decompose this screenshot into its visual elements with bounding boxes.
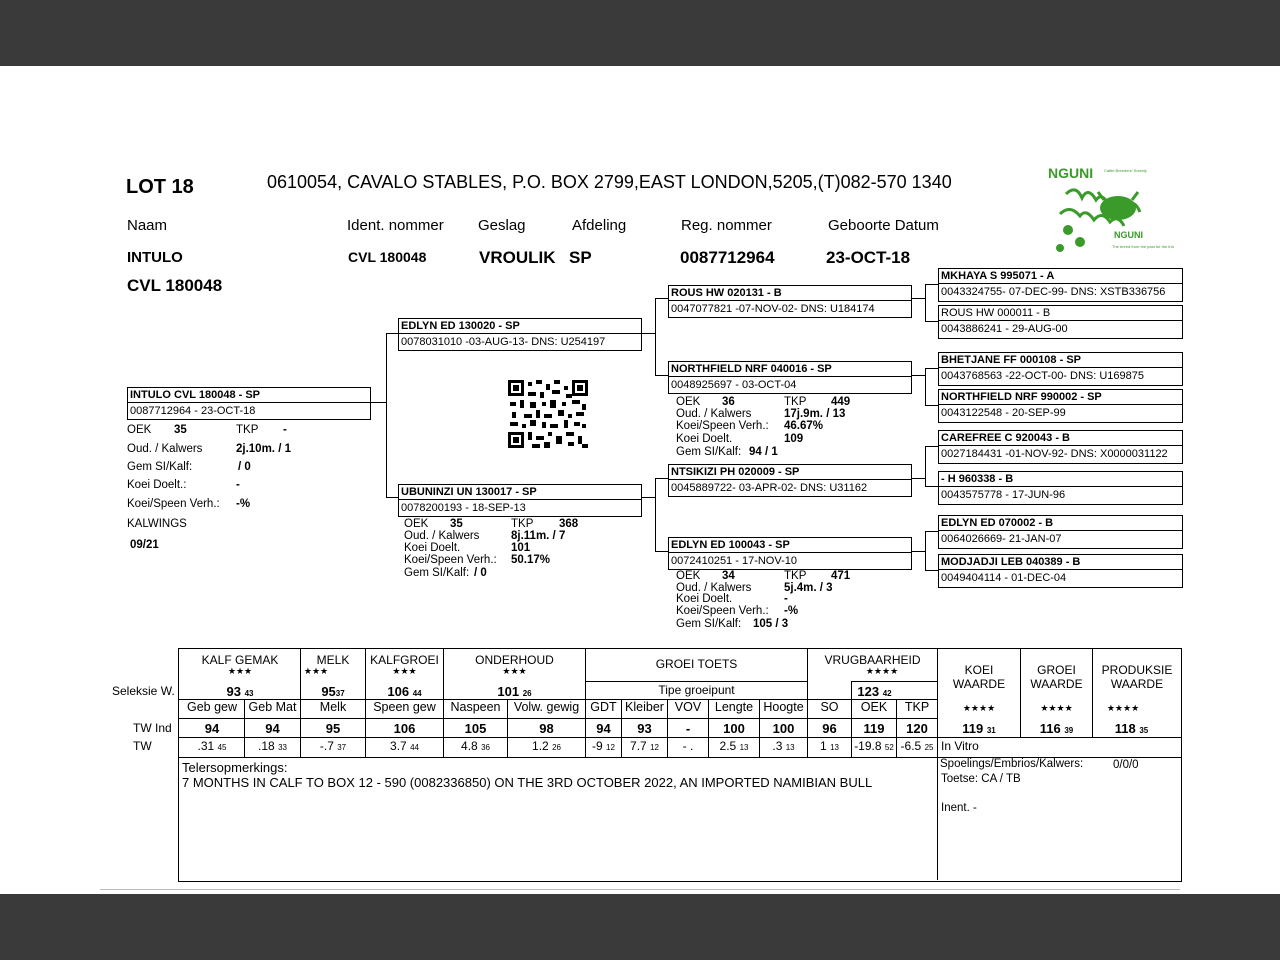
pgd-tkp-label: TKP bbox=[784, 396, 807, 408]
mgd-verh-label: Koei/Speen Verh.: bbox=[676, 605, 769, 617]
pgd-gem-label: Gem SI/Kalf: bbox=[676, 446, 742, 458]
dam-oek-value: 35 bbox=[450, 518, 463, 530]
sire-box bbox=[398, 318, 642, 351]
gen3-box-6 bbox=[938, 471, 1183, 505]
pgd-verh-label: Koei/Speen Verh.: bbox=[676, 420, 769, 432]
maternal-granddam-box bbox=[668, 537, 912, 570]
mgd-verh-value: -% bbox=[784, 605, 799, 617]
pgd-verh-value: 46.67% bbox=[784, 420, 824, 432]
tw-1: .18 33 bbox=[258, 739, 287, 753]
birth-value: 23-OCT-18 bbox=[826, 248, 911, 267]
sel-onderhoud: 101 26 bbox=[497, 684, 532, 699]
stars-koei: ★★★★ bbox=[962, 703, 996, 713]
dam-tkp-label: TKP bbox=[511, 518, 534, 530]
tw-11: 1 13 bbox=[820, 739, 839, 753]
row-label-tw-ind: TW Ind bbox=[133, 721, 172, 735]
animal-tkp-label: TKP bbox=[236, 424, 259, 436]
gen3-title-2: ROUS HW 000011 - B bbox=[939, 306, 1182, 321]
dam-box bbox=[398, 484, 642, 517]
ident-value: CVL 180048 bbox=[348, 249, 427, 265]
animal-kalwings-label: KALWINGS bbox=[127, 518, 187, 530]
col-header-7: Kleiber bbox=[625, 700, 664, 714]
dam-verh-label: Koei/Speen Verh.: bbox=[404, 554, 497, 566]
tw-ind-11: 96 bbox=[822, 721, 837, 736]
animal-gem-value: / 0 bbox=[238, 461, 251, 473]
logo-name: NGUNI bbox=[1048, 165, 1094, 181]
mgs-reg: 0045889722- 03-APR-02- DNS: U31162 bbox=[671, 482, 868, 494]
hdr-groei-waarde: GROEI WAARDE bbox=[1030, 663, 1083, 691]
tw-ind-4: 105 bbox=[464, 721, 487, 736]
col-header-11: SO bbox=[820, 700, 839, 714]
animal-oud-label: Oud. / Kalwers bbox=[127, 443, 203, 455]
hdr-groei-toets: GROEI TOETS bbox=[655, 657, 738, 671]
hdr-melk: MELK bbox=[316, 653, 350, 667]
gen3-reg-7: 0064026669- 21-JAN-07 bbox=[941, 533, 1062, 545]
mgd-reg: 0072410251 - 17-NOV-10 bbox=[671, 555, 797, 567]
row-label-seleksie: Seleksie W. bbox=[112, 684, 175, 698]
label-reg: Reg. nommer bbox=[681, 217, 772, 234]
produksie-waarde-value: 118 35 bbox=[1114, 721, 1149, 736]
col-header-8: VOV bbox=[674, 700, 702, 714]
animal-reg-date: 0087712964 - 23-OCT-18 bbox=[130, 405, 256, 417]
reg-value: 0087712964 bbox=[680, 248, 775, 267]
pgd-doelt-label: Koei Doelt. bbox=[676, 433, 733, 445]
hdr-koei-waarde: KOEI WAARDE bbox=[952, 663, 1006, 691]
sel-kalf: 93 43 bbox=[226, 684, 254, 699]
tw-ind-0: 94 bbox=[204, 721, 220, 736]
tw-ind-8: - bbox=[685, 721, 691, 736]
gen3-title-8: MODJADJI LEB 040389 - B bbox=[939, 555, 1182, 570]
tw-ind-3: 106 bbox=[393, 721, 416, 736]
stars-kalfgroei: ★★★ bbox=[392, 666, 417, 676]
gen3-title-1: MKHAYA S 995071 - A bbox=[939, 269, 1182, 284]
animal-name: INTULO bbox=[127, 249, 183, 266]
tw-ind-7: 93 bbox=[637, 721, 652, 736]
animal-doelt-label: Koei Doelt.: bbox=[127, 479, 187, 491]
logo-badge: NGUNI bbox=[1114, 230, 1143, 240]
hdr-vrugbaarheid: VRUGBAARHEID bbox=[824, 653, 921, 667]
dam-oek-label: OEK bbox=[404, 518, 429, 530]
pgd-tkp-value: 449 bbox=[831, 396, 851, 408]
tw-ind-6: 94 bbox=[596, 721, 611, 736]
gen3-title-7: EDLYN ED 070002 - B bbox=[939, 516, 1182, 531]
remarks-title: Telersopmerkings: bbox=[182, 760, 288, 775]
animal-ident-big: CVL 180048 bbox=[127, 276, 223, 295]
col-header-9: Lengte bbox=[714, 700, 754, 714]
label-sex: Geslag bbox=[478, 217, 526, 234]
pgd-doelt-value: 109 bbox=[784, 433, 804, 445]
tw-ind-10: 100 bbox=[772, 721, 795, 736]
top-bar bbox=[0, 0, 1280, 66]
mgd-gem-label: Gem SI/Kalf: bbox=[676, 618, 742, 630]
animal-oek-value: 35 bbox=[174, 424, 187, 436]
mgd-doelt-label: Koei Doelt. bbox=[676, 593, 733, 605]
stars-vrugbaarheid: ★★★★ bbox=[865, 666, 899, 676]
mgd-title: EDLYN ED 100043 - SP bbox=[669, 538, 911, 553]
dam-oud-label: Oud. / Kalwers bbox=[404, 530, 480, 542]
hdr-tipe-groeipunt: Tipe groeipunt bbox=[658, 683, 735, 697]
hdr-kalfgroei: KALFGROEI bbox=[370, 653, 439, 667]
dam-oud-value: 8j.11m. / 7 bbox=[511, 530, 566, 542]
mgd-oek-value: 34 bbox=[722, 570, 735, 582]
pgd-reg: 0048925697 - 03-OCT-04 bbox=[671, 379, 797, 391]
dam-gem-label: Gem SI/Kalf: bbox=[404, 567, 470, 579]
paternal-grandsire-box bbox=[668, 285, 912, 318]
dam-doelt-label: Koei Doelt. bbox=[404, 542, 461, 554]
pgd-oud-label: Oud. / Kalwers bbox=[676, 408, 752, 420]
hdr-onderhoud: ONDERHOUD bbox=[475, 653, 554, 667]
col-header-13: TKP bbox=[904, 700, 930, 714]
paternal-granddam-box bbox=[668, 361, 912, 394]
gen3-box-2 bbox=[938, 305, 1183, 339]
gen3-title-4: NORTHFIELD NRF 990002 - SP bbox=[939, 390, 1182, 405]
mgd-tkp-value: 471 bbox=[831, 570, 851, 582]
tw-5: 1.2 26 bbox=[532, 739, 561, 753]
tw-7: 7.7 12 bbox=[630, 739, 659, 753]
tw-ind-12: 119 bbox=[863, 721, 885, 736]
label-birth: Geboorte Datum bbox=[828, 217, 939, 234]
mgd-oud-label: Oud. / Kalwers bbox=[676, 582, 752, 594]
pgs-title: ROUS HW 020131 - B bbox=[669, 286, 911, 301]
maternal-grandsire-box bbox=[668, 464, 912, 497]
gen3-box-3 bbox=[938, 352, 1183, 386]
animal-gem-label: Gem SI/Kalf: bbox=[127, 461, 193, 473]
col-header-0: Geb gew bbox=[186, 700, 238, 714]
sire-reg: 0078031010 -03-AUG-13- DNS: U254197 bbox=[401, 336, 606, 348]
hdr-produksie-waarde: PRODUKSIE WAARDE bbox=[1101, 663, 1173, 691]
tw-9: 2.5 13 bbox=[719, 739, 749, 753]
sire-title: EDLYN ED 130020 - SP bbox=[399, 319, 641, 334]
mgd-oud-value: 5j.4m. / 3 bbox=[784, 582, 833, 594]
mgd-tkp-label: TKP bbox=[784, 570, 807, 582]
animal-title: INTULO CVL 180048 - SP bbox=[128, 388, 370, 403]
sel-vrug: 123 42 bbox=[857, 684, 892, 699]
gen3-reg-1: 0043324755- 07-DEC-99- DNS: XSTB336756 bbox=[941, 286, 1166, 298]
stars-melk: ★★★ bbox=[303, 666, 329, 676]
gen3-reg-4: 0043122548 - 20-SEP-99 bbox=[941, 407, 1066, 419]
tw-12: -19.8 52 bbox=[854, 739, 894, 753]
sex-value: VROULIK bbox=[479, 248, 556, 267]
logo-tagline: The breed from the past for the future bbox=[1112, 244, 1174, 249]
stars-produksie: ★★★★ bbox=[1106, 703, 1140, 713]
pgs-reg: 0047077821 -07-NOV-02- DNS: U184174 bbox=[671, 303, 875, 315]
gen3-reg-2: 0043886241 - 29-AUG-00 bbox=[941, 323, 1068, 335]
gen3-title-6: - H 960338 - B bbox=[939, 472, 1182, 487]
tw-ind-1: 94 bbox=[265, 721, 280, 736]
gen3-reg-6: 0043575778 - 17-JUN-96 bbox=[941, 489, 1066, 501]
tw-ind-9: 100 bbox=[723, 721, 745, 736]
qr-code bbox=[508, 380, 588, 448]
gen3-box-5 bbox=[938, 430, 1183, 464]
gen3-title-5: CAREFREE C 920043 - B bbox=[939, 431, 1182, 446]
col-header-2: Melk bbox=[319, 700, 347, 714]
pgd-oek-value: 36 bbox=[722, 396, 735, 408]
bottom-bar bbox=[0, 894, 1280, 960]
col-header-6: GDT bbox=[590, 700, 617, 714]
animal-verh-label: Koei/Speen Verh.: bbox=[127, 498, 220, 510]
col-header-1: Geb Mat bbox=[248, 700, 297, 714]
inent: Inent. - bbox=[941, 802, 977, 814]
logo-subtitle: Cattle Breeders' Society bbox=[1104, 168, 1147, 173]
dam-tkp-value: 368 bbox=[559, 518, 579, 530]
gen3-reg-5: 0027184431 -01-NOV-92- DNS: X0000031122 bbox=[941, 448, 1168, 460]
gen3-reg-8: 0049404114 - 01-DEC-04 bbox=[941, 572, 1067, 584]
dam-doelt-value: 101 bbox=[511, 542, 531, 554]
pgd-oud-value: 17j.9m. / 13 bbox=[784, 408, 846, 420]
col-header-3: Speen gew bbox=[373, 700, 436, 714]
sel-kalfgroei: 106 44 bbox=[387, 684, 422, 699]
hdr-kalf-gemak: KALF GEMAK bbox=[201, 653, 279, 667]
dam-gem-value: / 0 bbox=[474, 567, 487, 579]
lot-number: LOT 18 bbox=[126, 176, 194, 198]
spoelings-label: Spoelings/Embrios/Kalwers: bbox=[940, 758, 1084, 770]
animal-verh-value: -% bbox=[236, 498, 251, 510]
toetse: Toetse: CA / TB bbox=[941, 773, 1021, 785]
sel-melk: 9537 bbox=[321, 684, 345, 699]
breeder-address: 0610054, CAVALO STABLES, P.O. BOX 2799,EAST LONDON,5205,(T)082-570 1340 bbox=[267, 172, 952, 192]
col-header-10: Hoogte bbox=[763, 700, 804, 714]
animal-pedigree-box bbox=[127, 387, 371, 420]
stars-onderhoud: ★★★ bbox=[502, 666, 527, 676]
section-value: SP bbox=[569, 248, 592, 267]
mgs-title: NTSIKIZI PH 020009 - SP bbox=[669, 465, 911, 480]
in-vitro-label: In Vitro bbox=[941, 739, 979, 753]
tw-3: 3.7 44 bbox=[390, 739, 419, 753]
spoelings-value: 0/0/0 bbox=[1113, 759, 1139, 771]
tw-0: .31 45 bbox=[197, 739, 227, 753]
dam-reg: 0078200193 - 18-SEP-13 bbox=[401, 502, 526, 514]
stars-kalf-gemak: ★★★ bbox=[227, 666, 253, 676]
gen3-box-7 bbox=[938, 515, 1183, 549]
dam-title: UBUNINZI UN 130017 - SP bbox=[399, 485, 641, 500]
label-name: Naam bbox=[127, 217, 168, 234]
col-header-4: Naspeen bbox=[450, 700, 501, 714]
pgd-oek-label: OEK bbox=[676, 396, 701, 408]
pgd-gem-value: 94 / 1 bbox=[749, 446, 778, 458]
tw-ind-13: 120 bbox=[906, 721, 928, 736]
tw-ind-2: 95 bbox=[325, 721, 341, 736]
pgd-title: NORTHFIELD NRF 040016 - SP bbox=[669, 362, 911, 377]
nguni-logo bbox=[1046, 164, 1174, 260]
animal-oek-label: OEK bbox=[127, 424, 152, 436]
col-header-5: Volw. gewig bbox=[513, 700, 580, 714]
gen3-box-8 bbox=[938, 554, 1183, 588]
gen3-box-1 bbox=[938, 268, 1183, 302]
tw-2: -.7 37 bbox=[319, 739, 347, 753]
col-header-12: OEK bbox=[860, 700, 888, 714]
animal-doelt-value: - bbox=[236, 479, 240, 491]
animal-oud-value: 2j.10m. / 1 bbox=[236, 443, 291, 455]
groei-waarde-value: 116 39 bbox=[1039, 721, 1074, 736]
gen3-reg-3: 0043768563 -22-OCT-00- DNS: U169875 bbox=[941, 370, 1145, 382]
tw-13: -6.5 25 bbox=[900, 739, 934, 753]
gen3-box-4 bbox=[938, 389, 1183, 423]
mgd-gem-value: 105 / 3 bbox=[753, 618, 789, 630]
label-ident: Ident. nommer bbox=[347, 217, 444, 234]
remarks-text: 7 MONTHS IN CALF TO BOX 12 - 590 (0082336850) ON THE 3RD OCTOBER 2022, AN IMPORTED NAMIBIAN BULL bbox=[182, 775, 873, 790]
tw-10: .3 13 bbox=[772, 739, 795, 753]
row-label-tw: TW bbox=[133, 739, 152, 753]
stars-groei: ★★★★ bbox=[1040, 703, 1073, 713]
animal-kalwings-value: 09/21 bbox=[130, 539, 159, 551]
label-section: Afdeling bbox=[572, 217, 627, 234]
koei-waarde-value: 119 31 bbox=[962, 721, 996, 736]
tw-4: 4.8 36 bbox=[461, 739, 490, 753]
gen3-title-3: BHETJANE FF 000108 - SP bbox=[939, 353, 1182, 368]
mgd-oek-label: OEK bbox=[676, 570, 701, 582]
tw-6: -9 12 bbox=[592, 739, 615, 753]
tw-8: - . bbox=[682, 739, 694, 753]
mgd-doelt-value: - bbox=[784, 593, 788, 605]
tw-ind-5: 98 bbox=[539, 721, 554, 736]
dam-verh-value: 50.17% bbox=[511, 554, 551, 566]
animal-tkp-value: - bbox=[283, 424, 287, 436]
